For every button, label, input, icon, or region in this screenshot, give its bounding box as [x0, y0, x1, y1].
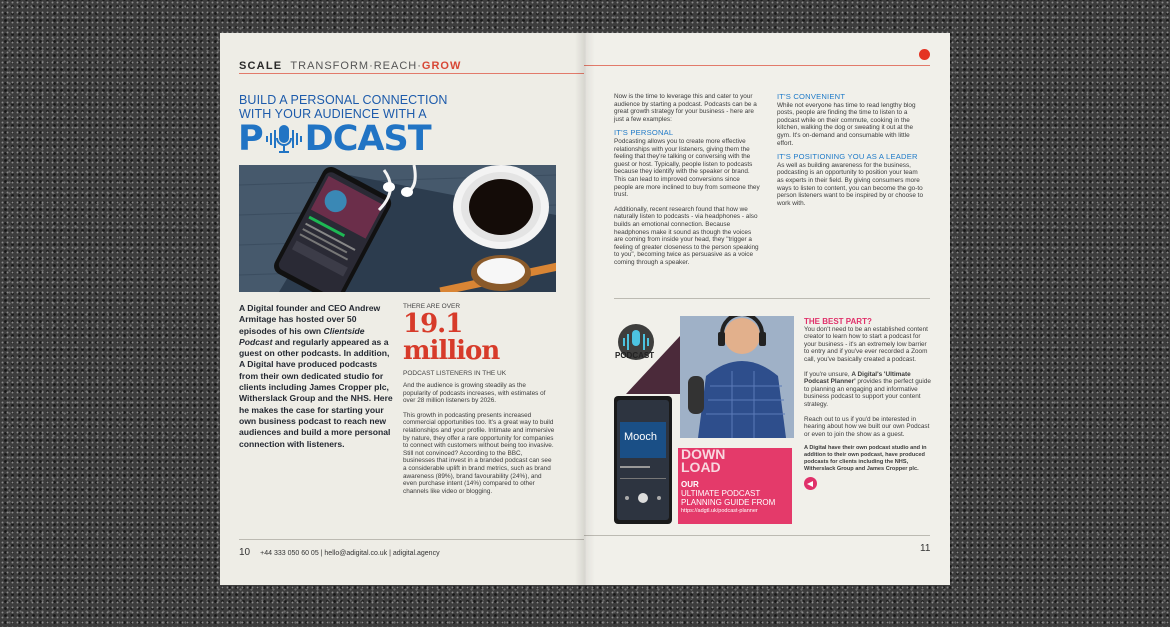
intro-part-c: and regularly appeared as a guest on other podcasts. In addition, A Digital have produced podcasts from their own dedicated studio for clients including James Cropper plc, Witherslack Group and the NHS. Here he makes the case for starting your own business podcast to reach new audiences and build a more personal connection with listeners. — [239, 336, 393, 449]
divider — [614, 298, 930, 299]
section-header — [239, 60, 461, 72]
benefits-column-2 — [777, 93, 923, 207]
benefits-column-1 — [614, 93, 760, 266]
guide-line-1: ULTIMATE PODCAST — [681, 489, 761, 498]
header-grow: GROW — [421, 60, 462, 72]
best-part-heading: THE BEST PART? — [804, 317, 872, 326]
page-title — [239, 93, 448, 121]
stat-value: 19.1 — [403, 309, 463, 339]
intro-part-a: A Digital founder and CEO Andrew Armitage has hosted over 50 episodes of his own — [239, 303, 381, 336]
page-number-left: 10 — [239, 547, 251, 558]
right-page — [584, 33, 950, 585]
stat-unit: million — [403, 336, 500, 366]
red-dot-icon — [919, 49, 930, 60]
heading-convenient: IT'S CONVENIENT — [777, 92, 846, 101]
play-back-icon[interactable] — [804, 477, 817, 490]
best-paragraph-2 — [804, 371, 932, 409]
intro-paragraph — [239, 303, 395, 450]
header-rule — [239, 73, 584, 74]
footer — [239, 547, 440, 558]
header-transform: TRANSFORM· — [290, 60, 374, 72]
growth-column — [403, 382, 555, 495]
left-page — [220, 33, 584, 585]
header-rule-right — [584, 65, 930, 66]
planner-name: A Digital's 'Ultimate Podcast Planner' — [804, 370, 911, 386]
best-paragraph-4: A Digital have their own podcast studio and in addition to their own podcast, have produced podcasts for clients including the NHS, Witherslack Group and James Cropper plc. — [804, 445, 927, 473]
best-paragraph-3: Reach out to us if you'd be interested in hearing about how we built our own Podcast or even to join the show as a guest. — [804, 415, 930, 438]
download-word-1: DOWN — [681, 446, 726, 462]
stat-number — [403, 311, 499, 365]
heading-personal: IT'S PERSONAL — [614, 128, 674, 138]
growth-paragraph-1: And the audience is growing steadily as the popularity of podcasts increases, with estimates of over 28 million listeners by 2026. — [403, 382, 546, 405]
best-paragraph-2c: provides the perfect guide to planning an engaging and informative business podcast to support your content strategy. — [804, 378, 931, 408]
wordmark-p: P — [238, 119, 263, 159]
book-spine — [575, 33, 595, 585]
intro-podcast-name: Clientside Podcast — [239, 325, 365, 347]
phone-coffee-photo — [239, 165, 556, 292]
guide-url[interactable]: https://adgtl.uk/podcast-planner — [681, 508, 758, 514]
convenient-paragraph: While not everyone has time to read lengthy blog posts, people are finding the time to listen to a podcast while on their commute, cooking in the kitchen, walking the dog or sweating it out at the gym. It's on-demand and consumable with little effort. — [777, 101, 916, 147]
footer-rule — [239, 539, 584, 540]
download-word-2: LOAD — [681, 459, 721, 475]
benefits-intro: Now is the time to leverage this and cater to your audience by starting a podcast. Podcasts can be a great growth strategy for your business - here are just a few examples: — [614, 93, 757, 123]
mooch-app-title: Mooch — [624, 431, 658, 443]
footer-contact[interactable]: +44 333 050 60 05 | hello@adigital.co.uk | adigital.agency — [260, 550, 440, 557]
guide-line-2: PLANNING GUIDE FROM — [681, 498, 776, 507]
footer-rule-right — [584, 535, 930, 536]
page-number-right: 11 — [920, 543, 931, 554]
best-paragraph-1: You don't need to be an established content creator to learn how to start a podcast for your business - it's an extremely low barrier to entry and if you've ever recorded a Zoom call, you've basically created a podcast. — [804, 325, 928, 363]
header-scale: SCALE — [239, 60, 283, 72]
heading-leader: IT'S POSITIONING YOU AS A LEADER — [777, 152, 918, 162]
guide-our: OUR — [681, 480, 699, 489]
growth-paragraph-2: This growth in podcasting presents increased commercial opportunities too. It's a great way to build relationships and your profile. Intimate and immersive by nature, they offer a rare opportunity for companies to connect with customers without being too invasive. — [403, 411, 555, 450]
title-line-2: WITH YOUR AUDIENCE WITH A — [239, 107, 427, 121]
growth-paragraph-3: Still not convinced? According to the BBC, businesses that invest in a branded podcast can see a considerable uplift in brand metrics, such as brand awareness (89%), brand favourability (24%), and even purchase intent (14%) compared to other channels like video or blogging. — [403, 449, 552, 495]
podcast-badge: PODCAST — [615, 351, 655, 360]
stat-suffix: PODCAST LISTENERS IN THE UK — [403, 370, 507, 377]
wordmark-rest: DCAST — [304, 119, 431, 159]
podcast-wordmark — [238, 119, 431, 159]
header-reach: REACH· — [373, 60, 422, 72]
download-banner[interactable] — [681, 448, 791, 514]
personal-paragraph-1: Podcasting allows you to create more effective relationships with your listeners, giving them the feeling that they're talking or conversing with the guest or host. Typically, people listen to podcasts because they identify with the speaker or brand. This can lead to improved conversions since people are more inclined to buy from someone they trust. — [614, 137, 760, 199]
personal-paragraph-2: Additionally, recent research found that how we naturally listen to podcasts - via headphones - also builds an emotional connection. Because headphones make it sound as though the voices are coming from inside your head, they "trigger a feeling of greater closeness to the person speaking to you", becoming twice as persuasive as a voice coming through a speaker. — [614, 205, 759, 266]
microphone-icon — [264, 122, 304, 156]
best-part-column — [804, 318, 932, 490]
best-paragraph-2a: If you're unsure, — [804, 370, 852, 378]
title-line-1: BUILD A PERSONAL CONNECTION — [239, 93, 448, 107]
leader-paragraph: As well as building awareness for the business, podcasting is an opportunity to position your team as experts in their field. By giving consumers more ways to listen to content, you can become the go-to person listeners want to be inspired by or choose to work with. — [777, 161, 924, 207]
stat-prefix: THERE ARE OVER — [403, 303, 461, 310]
